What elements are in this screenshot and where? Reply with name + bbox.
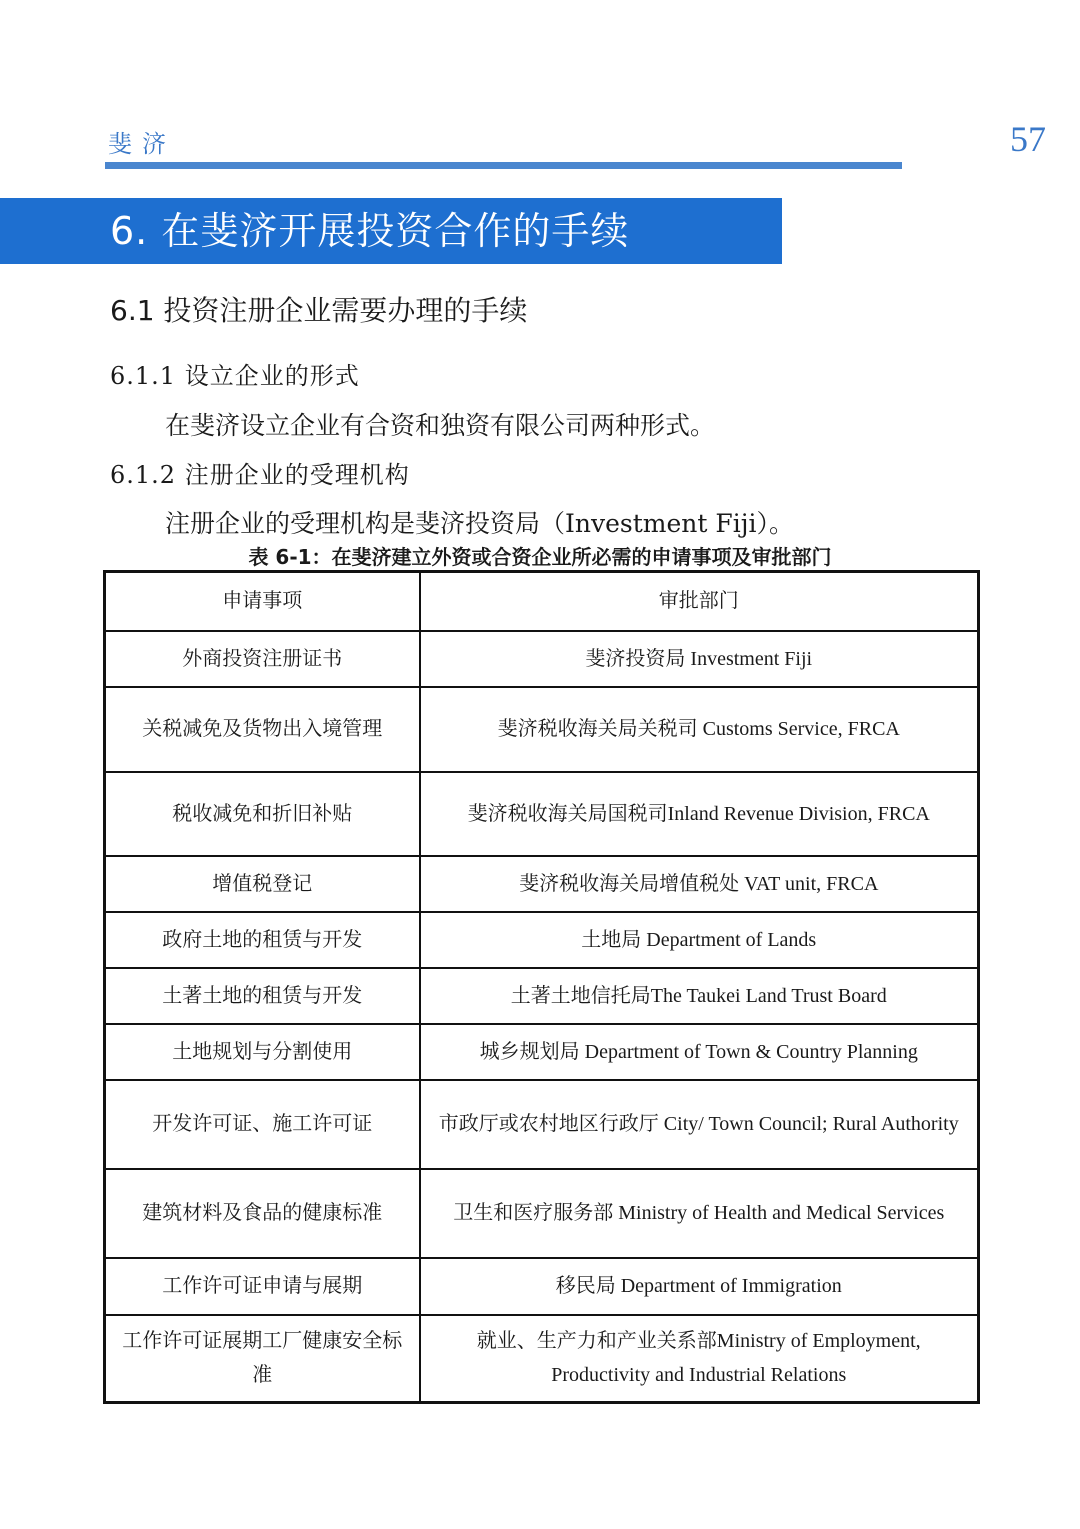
application-item: 增值税登记 xyxy=(105,856,420,912)
approval-department: 卫生和医疗服务部 Ministry of Health and Medical Services xyxy=(420,1169,979,1258)
application-approval-table xyxy=(103,570,980,1404)
header-application-item: 申请事项 xyxy=(105,572,420,631)
table-header-row xyxy=(105,572,979,631)
table-row xyxy=(105,631,979,687)
chapter-title-banner: 6. 在斐济开展投资合作的手续 xyxy=(0,198,782,264)
table-row xyxy=(105,1315,979,1403)
page-number: 57 xyxy=(1010,119,1046,159)
running-header-title: 斐济 xyxy=(108,130,176,158)
application-item: 开发许可证、施工许可证 xyxy=(105,1080,420,1169)
table-row xyxy=(105,856,979,912)
table-row xyxy=(105,687,979,772)
approval-department: 城乡规划局 Department of Town & Country Planning xyxy=(420,1024,979,1080)
application-item: 关税减免及货物出入境管理 xyxy=(105,687,420,772)
approval-department: 斐济税收海关局关税司 Customs Service, FRCA xyxy=(420,687,979,772)
application-item: 工作许可证展期工厂健康安全标准 xyxy=(105,1315,420,1403)
application-item: 税收减免和折旧补贴 xyxy=(105,772,420,856)
table-row xyxy=(105,1080,979,1169)
table-caption: 表 6-1：在斐济建立外资或合资企业所必需的申请事项及审批部门 xyxy=(248,545,832,569)
table-row xyxy=(105,1024,979,1080)
application-item: 政府土地的租赁与开发 xyxy=(105,912,420,968)
application-item: 建筑材料及食品的健康标准 xyxy=(105,1169,420,1258)
approval-department: 土地局 Department of Lands xyxy=(420,912,979,968)
subsection-text-1: 在斐济设立企业有合资和独资有限公司两种形式。 xyxy=(165,411,716,440)
header-rule xyxy=(105,162,902,169)
subsection-heading-1: 6.1.1 设立企业的形式 xyxy=(110,362,360,390)
table-row xyxy=(105,1169,979,1258)
subsection-text-2: 注册企业的受理机构是斐济投资局（Investment Fiji）。 xyxy=(165,509,794,538)
table-row xyxy=(105,772,979,856)
table-row xyxy=(105,912,979,968)
table-row xyxy=(105,968,979,1024)
approval-department: 土著土地信托局The Taukei Land Trust Board xyxy=(420,968,979,1024)
application-item: 土地规划与分割使用 xyxy=(105,1024,420,1080)
application-item: 土著土地的租赁与开发 xyxy=(105,968,420,1024)
approval-department: 移民局 Department of Immigration xyxy=(420,1258,979,1315)
approval-department: 市政厅或农村地区行政厅 City/ Town Council; Rural Authority xyxy=(420,1080,979,1169)
subsection-heading-2: 6.1.2 注册企业的受理机构 xyxy=(110,461,410,489)
table-row xyxy=(105,1258,979,1315)
application-item: 外商投资注册证书 xyxy=(105,631,420,687)
approval-department: 斐济税收海关局国税司Inland Revenue Division, FRCA xyxy=(420,772,979,856)
application-item: 工作许可证申请与展期 xyxy=(105,1258,420,1315)
approval-department: 斐济投资局 Investment Fiji xyxy=(420,631,979,687)
section-title: 6.1 投资注册企业需要办理的手续 xyxy=(110,294,528,327)
approval-department: 就业、生产力和产业关系部Ministry of Employment, Productivity and Industrial Relations xyxy=(420,1315,979,1403)
approval-department: 斐济税收海关局增值税处 VAT unit, FRCA xyxy=(420,856,979,912)
header-approval-department: 审批部门 xyxy=(420,572,979,631)
